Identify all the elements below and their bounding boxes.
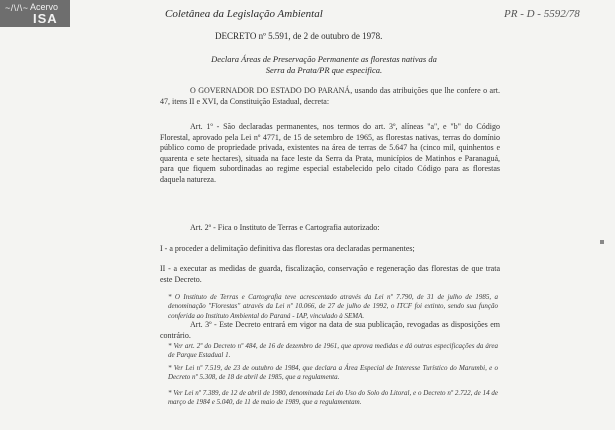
decree-title: DECRETO nº 5.591, de 2 de outubro de 1978.	[215, 31, 383, 41]
scan-artifact	[600, 240, 604, 244]
logo-isa-label: ISA	[33, 11, 58, 26]
article-2-item-1: I - a proceder a delimitação definitiva das florestas ora declaradas permanentes;	[160, 244, 415, 253]
decree-ementa: Declara Áreas de Preservação Permanente as florestas nativas da Serra da Prata/PR que especifica.	[211, 54, 437, 75]
article-3-paragraph: Art. 3º - Este Decreto entrará em vigor na data de sua publicação, revogadas as disposições em contrário.	[160, 320, 500, 340]
footnote-lei-7389: * Ver Lei nº 7.389, de 12 de abril de 1980, denominada Lei do Uso do Solo do Litoral, e o Decreto nº 2.722, de 14 de março de 1984 e 5.040, de 11 de maio de 1989, que a regulamentam.	[168, 389, 498, 407]
footnote-lei-7519: * Ver Lei nº 7.519, de 23 de outubro de 1984, que declara a Área Especial de Interesse Turístico do Marumbi, e o Decreto nº 5.308, de 18 de abril de 1985, que a regulamenta.	[168, 364, 498, 382]
footnote-decree-484: * Ver art. 2º do Decreto nº 484, de 16 de dezembro de 1961, que aprova medidas e dá outras especificações da área de Parque Estadual 1.	[168, 342, 498, 360]
document-code: PR - D - 5592/78	[504, 8, 580, 20]
collection-title: Coletânea da Legislação Ambiental	[165, 8, 323, 20]
isa-logo-mark: ~/\/\~	[5, 3, 29, 13]
article-1-paragraph: Art. 1º - São declaradas permanentes, nos termos do art. 3º, alíneas "a", e "b" do Código Florestal, aprovado pela Lei nº 4771, de 15 de setembro de 1965, as florestas nativas, terras do domínio público como de propriedade privada, existentes na área de terras de 5.647 ha (cinco mil, quinhentos e quarenta e sete hectares), situada na face leste da Serra da Prata, municípios de Matinhos e Paranaguá, para que fiquem subordinadas ao regime especial estabelecido pelo citado Código para as florestas daquela natureza.	[160, 122, 500, 184]
acervo-isa-logo	[0, 0, 70, 27]
footnote-itcf: * O Instituto de Terras e Cartografia teve acrescentado através da Lei nº 7.790, de 31 de julho de 1985, a denominação "Florestas" através da Lei nº 10.066, de 27 de julho de 1992, o ITCF foi extinto, sendo sua função conferida ao Instituto Ambiental do Paraná - IAP, vinculado à SEMA.	[168, 293, 498, 320]
preamble-paragraph: O GOVERNADOR DO ESTADO DO PARANÁ, usando das atribuições que lhe confere o art. 47, itens II e XVI, da Constituição Estadual, decreta:	[160, 86, 500, 106]
article-2-paragraph: Art. 2º - Fica o Instituto de Terras e Cartografia autorizado:	[190, 223, 380, 232]
logo-acervo-label: Acervo	[30, 2, 59, 12]
article-2-item-2: II - a executar as medidas de guarda, fiscalização, conservação e regeneração das florestas de que trata este Decreto.	[160, 264, 500, 284]
